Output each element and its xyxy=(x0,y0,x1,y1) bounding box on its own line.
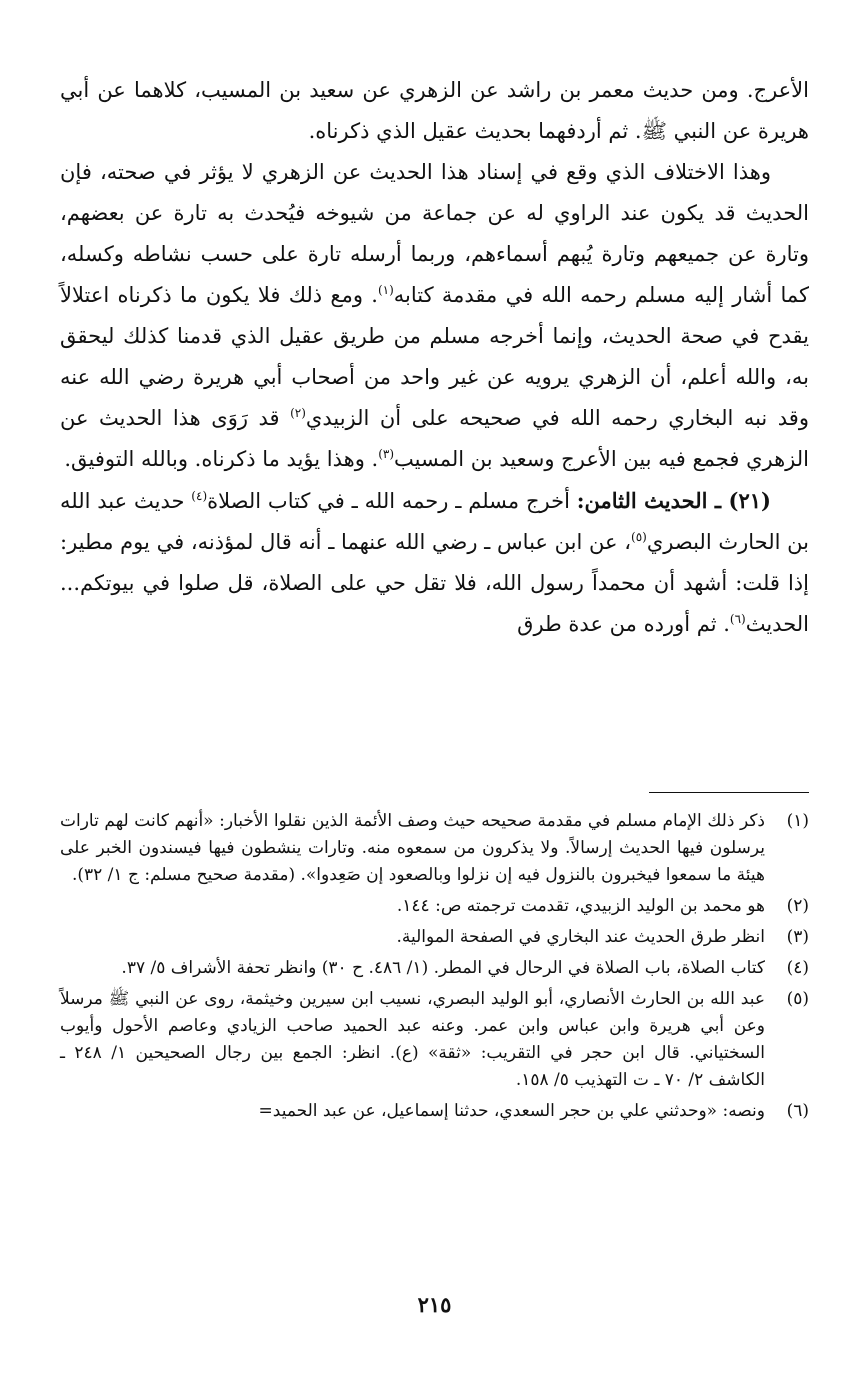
paragraph-3-part-3: ، عن ابن عباس ـ رضي الله عنهما ـ أنه قال لمؤذنه، في يوم مطير: إذا قلت: أشهد أن محمداً رسول الله، فلا تقل حي على الصلاة، قل صلوا في بيوتكم... الحديث xyxy=(60,530,809,636)
footnote-ref-3: (٣) xyxy=(378,447,395,461)
footnote-6 xyxy=(60,1098,809,1125)
footnote-number: (١) xyxy=(786,811,809,831)
paragraph-3-part-4: . ثم أورده من عدة طرق xyxy=(517,612,730,636)
footnote-number: (٣) xyxy=(786,927,809,947)
footnote-divider xyxy=(649,792,809,793)
main-text xyxy=(60,70,809,645)
footnote-number: (٥) xyxy=(786,989,809,1009)
footnotes xyxy=(60,808,809,1129)
page-number: ٢١٥ xyxy=(417,1292,452,1317)
footnote-3 xyxy=(60,924,809,951)
paragraph-2-part-3: قد رَوَى هذا الحديث عن الزهري فجمع فيه بين الأعرج وسعيد بن المسيب xyxy=(60,406,809,471)
paragraph-3-part-1: أخرج مسلم ـ رحمه الله ـ في كتاب الصلاة xyxy=(207,489,577,513)
footnote-text: انظر طرق الحديث عند البخاري في الصفحة الموالية. xyxy=(396,927,765,947)
footnote-number: (٤) xyxy=(786,958,809,978)
footnote-number: (٦) xyxy=(786,1101,809,1121)
paragraph-2 xyxy=(60,152,809,480)
paragraph-1: الأعرج. ومن حديث معمر بن راشد عن الزهري عن سعيد بن المسيب، كلاهما عن أبي هريرة عن النبي ﷺ. ثم أردفهما بحديث عقيل الذي ذكرناه. xyxy=(60,78,809,143)
footnote-ref-4: (٤) xyxy=(191,489,208,503)
footnote-5 xyxy=(60,986,809,1094)
paragraph-2-part-1: وهذا الاختلاف الذي وقع في إسناد هذا الحديث عن الزهري لا يؤثر في صحته، فإن الحديث قد يكون عند الراوي له عن جماعة من شيوخه فيُحدث به تارة عن بعضهم، وتارة عن جميعهم وتارة يُبهم أسماءهم، وربما أرسله تارة على حسب نشاطه وكسله، كما أشار إليه مسلم رحمه الله في مقدمة كتابه xyxy=(60,160,809,307)
hadith-heading: (٢١) ـ الحديث الثامن: xyxy=(576,488,771,513)
paragraph-2-part-4: . وهذا يؤيد ما ذكرناه. وبالله التوفيق. xyxy=(64,447,379,471)
footnote-ref-5: (٥) xyxy=(631,530,647,544)
footnote-text: عبد الله بن الحارث الأنصاري، أبو الوليد البصري، نسيب ابن سيرين وخيثمة، روى عن النبي ﷺ مرسلاً وعن أبي هريرة وابن عباس وابن عمر. وعنه عبد الحميد صاحب الزيادي وعاصم الأحول وأيوب السختياني. قال ابن حجر في التقريب: «ثقة» (ع). انظر: الجمع بين رجال الصحيحين ١/ ٢٤٨ ـ الكاشف ٢/ ٧٠ ـ ت التهذيب ٥/ ١٥٨. xyxy=(60,989,765,1090)
footnote-number: (٢) xyxy=(786,896,809,916)
footnote-ref-6: (٦) xyxy=(729,612,746,626)
footnote-2 xyxy=(60,893,809,920)
paragraph-3-part-2: حديث عبد الله بن الحارث البصري xyxy=(60,489,809,554)
footnote-ref-2: (٢) xyxy=(290,406,306,420)
footnote-ref-1: (١) xyxy=(377,283,394,297)
footnote-text: كتاب الصلاة، باب الصلاة في الرحال في المطر. (١/ ٤٨٦. ح ٣٠) وانظر تحفة الأشراف ٥/ ٣٧. xyxy=(121,958,765,978)
book-page xyxy=(60,70,809,1336)
footnote-1 xyxy=(60,808,809,889)
footnote-text: ذكر ذلك الإمام مسلم في مقدمة صحيحه حيث وصف الأئمة الذين نقلوا الأخبار: «أنهم كانت لهم تارات يرسلون فيها الحديث إرسالاً. ولا يذكرون من سمعوه منه. وتارات ينشطون فيها فيسندون الخبر على هيئة ما سمعوا فيخبرون بالنزول فيه إن نزلوا وبالصعود إن صَعِدوا». (مقدمة صحيح مسلم: ج ١/ ٣٢). xyxy=(60,811,765,885)
footnote-text: ونصه: «وحدثني علي بن حجر السعدي، حدثنا إسماعيل، عن عبد الحميد= xyxy=(258,1101,765,1121)
paragraph-3 xyxy=(60,480,809,645)
footnote-text: هو محمد بن الوليد الزبيدي، تقدمت ترجمته ص: ١٤٤. xyxy=(396,896,765,916)
paragraph-2-part-2: . ومع ذلك فلا يكون ما ذكرناه اعتلالاً يقدح في صحة الحديث، وإنما أخرجه مسلم من طريق عقيل الذي قدمنا كذلك ليحقق به، والله أعلم، أن الزهري يرويه عن غير واحد من أصحاب أبي هريرة رضي الله عنه وقد نبه البخاري رحمه الله في صحيحه على أن الزبيدي xyxy=(60,283,809,430)
footnote-4 xyxy=(60,955,809,982)
